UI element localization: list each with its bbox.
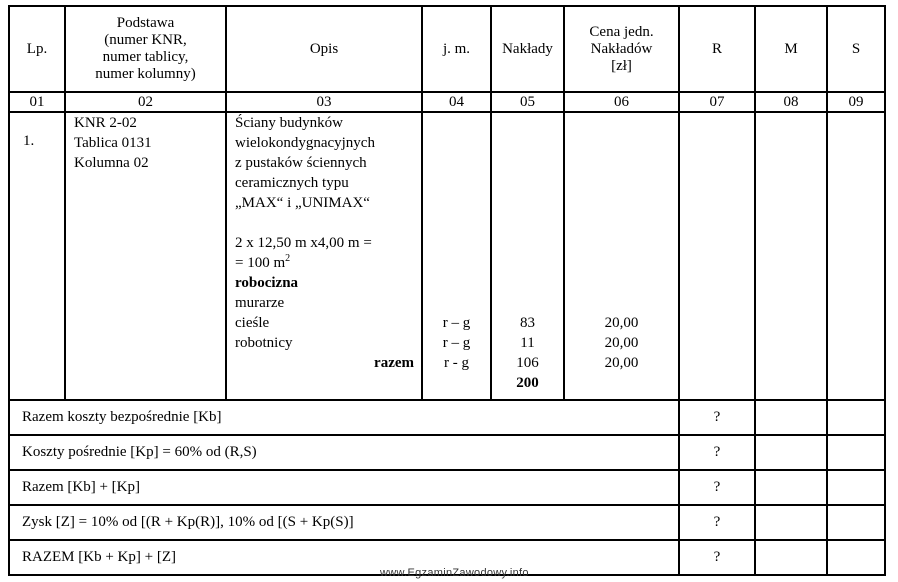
summary-m-value [755, 435, 827, 470]
worker-name: cieśle [235, 315, 270, 331]
header-jm: j. m. [422, 6, 491, 92]
worker-name: robotnicy [235, 335, 293, 351]
header-lp: Lp. [9, 6, 65, 92]
podstawa-line: KNR 2-02 [74, 115, 137, 131]
summary-s-value [827, 435, 885, 470]
header-cena-line: [zł] [611, 57, 632, 74]
opis-line: ceramicznych typu [235, 175, 349, 191]
summary-s-value [827, 540, 885, 575]
summary-label: RAZEM [Kb + Kp] + [Z] [9, 540, 679, 575]
item-lp: 1. [9, 112, 65, 400]
header-podstawa [65, 6, 226, 92]
header-cena-line: Cena jedn. [589, 23, 654, 40]
column-number: 02 [65, 92, 226, 112]
summary-row [9, 505, 885, 540]
worker-name: murarze [235, 295, 285, 311]
podstawa-line: Kolumna 02 [74, 155, 149, 171]
column-number: 03 [226, 92, 422, 112]
column-number: 04 [422, 92, 491, 112]
worker-cena: 20,00 [604, 335, 639, 351]
summary-m-value [755, 540, 827, 575]
worker-jm: r – g [442, 335, 471, 351]
header-row [9, 6, 885, 92]
worker-naklad: 83 [520, 315, 535, 331]
column-number: 07 [679, 92, 755, 112]
item-podstawa [65, 112, 226, 400]
summary-row [9, 435, 885, 470]
column-number-row [9, 92, 885, 112]
summary-m-value [755, 400, 827, 435]
column-number: 05 [491, 92, 564, 112]
summary-r-value: ? [679, 470, 755, 505]
header-podstawa-line: numer tablicy, [102, 49, 189, 65]
header-podstawa-line: (numer KNR, [104, 32, 187, 48]
razem-value: 200 [516, 375, 539, 391]
item-jm [422, 112, 491, 400]
worker-cena: 20,00 [604, 355, 639, 371]
podstawa-line: Tablica 0131 [74, 135, 152, 151]
header-naklady: Nakłady [491, 6, 564, 92]
summary-row [9, 470, 885, 505]
worker-jm: r - g [444, 355, 469, 371]
summary-r-value: ? [679, 540, 755, 575]
summary-r-value: ? [679, 435, 755, 470]
summary-m-value [755, 470, 827, 505]
item-row [9, 112, 885, 400]
obmiar-line: 2 x 12,50 m x4,00 m = [235, 235, 372, 251]
header-s: S [827, 6, 885, 92]
opis-line: „MAX“ i „UNIMAX“ [235, 195, 370, 211]
item-naklady [491, 112, 564, 400]
summary-row [9, 400, 885, 435]
obmiar-exponent: 2 [285, 253, 291, 264]
razem-label: razem [374, 355, 414, 371]
summary-r-value: ? [679, 505, 755, 540]
summary-label: Razem koszty bezpośrednie [Kb] [9, 400, 679, 435]
cost-estimate-table [8, 5, 886, 576]
header-opis: Opis [226, 6, 422, 92]
worker-jm: r – g [442, 315, 471, 331]
header-podstawa-line: Podstawa [116, 15, 175, 31]
item-opis [226, 112, 422, 400]
watermark: www.EgzaminZawodowy.info [380, 567, 529, 579]
item-cena [564, 112, 679, 400]
summary-s-value [827, 505, 885, 540]
summary-s-value [827, 400, 885, 435]
opis-line: wielokondygnacyjnych [235, 135, 375, 151]
item-m [755, 112, 827, 400]
header-podstawa-line: numer kolumny) [95, 66, 196, 82]
summary-r-value: ? [679, 400, 755, 435]
header-cena-line: Nakładów [590, 40, 653, 57]
item-r [679, 112, 755, 400]
header-r: R [679, 6, 755, 92]
column-number: 01 [9, 92, 65, 112]
obmiar-value: = 100 m [235, 255, 286, 271]
header-cena [564, 6, 679, 92]
column-number: 09 [827, 92, 885, 112]
summary-label: Razem [Kb] + [Kp] [9, 470, 679, 505]
obmiar-line [235, 253, 421, 273]
robocizna-label: robocizna [235, 275, 299, 291]
summary-label: Zysk [Z] = 10% od [(R + Kp(R)], 10% od [(S + Kp(S)] [9, 505, 679, 540]
header-m: M [755, 6, 827, 92]
opis-line: z pustaków ściennych [235, 155, 367, 171]
worker-cena: 20,00 [604, 315, 639, 331]
worker-naklad: 106 [516, 355, 539, 371]
opis-line: Ściany budynków [235, 115, 343, 131]
summary-s-value [827, 470, 885, 505]
summary-m-value [755, 505, 827, 540]
column-number: 08 [755, 92, 827, 112]
column-number: 06 [564, 92, 679, 112]
worker-naklad: 11 [520, 335, 535, 351]
summary-label: Koszty pośrednie [Kp] = 60% od (R,S) [9, 435, 679, 470]
item-s [827, 112, 885, 400]
